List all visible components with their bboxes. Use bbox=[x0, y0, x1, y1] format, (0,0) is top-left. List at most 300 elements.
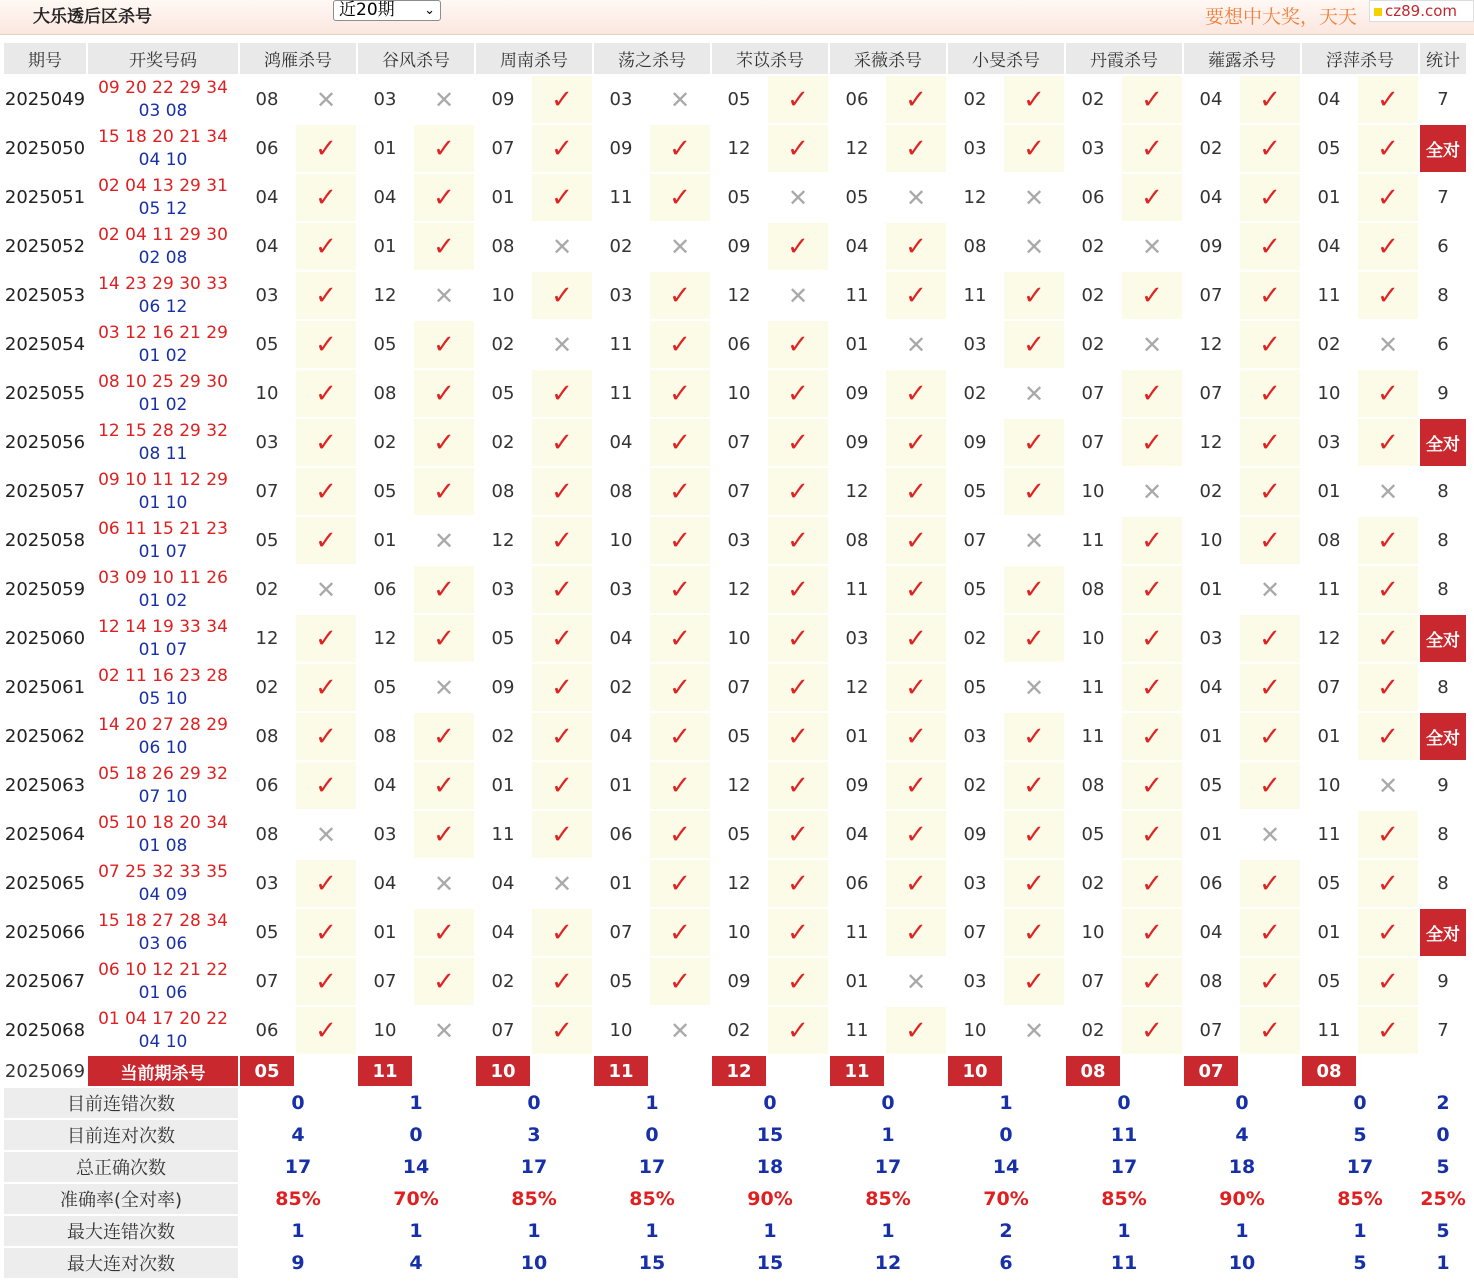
kill-number: 01 bbox=[358, 125, 412, 172]
hit-cell bbox=[1122, 713, 1182, 760]
kill-number: 08 bbox=[476, 468, 530, 515]
check-icon: ✓ bbox=[1259, 721, 1281, 752]
check-icon: ✓ bbox=[1023, 329, 1045, 360]
draw-numbers bbox=[88, 615, 238, 662]
hit-cell bbox=[768, 76, 828, 123]
check-icon: ✓ bbox=[1377, 231, 1399, 262]
check-icon: ✓ bbox=[433, 427, 455, 458]
kill-number: 05 bbox=[240, 517, 294, 564]
hit-cell bbox=[532, 517, 592, 564]
check-icon: ✓ bbox=[1377, 623, 1399, 654]
kill-number: 01 bbox=[358, 223, 412, 270]
kill-number: 03 bbox=[358, 76, 412, 123]
miss-cell bbox=[886, 174, 946, 221]
cross-icon: ✕ bbox=[905, 183, 927, 212]
hit-cell bbox=[1122, 566, 1182, 613]
summary-value: 1 bbox=[1302, 1216, 1418, 1246]
summary-value: 11 bbox=[1066, 1248, 1182, 1278]
summary-stat: 0 bbox=[1420, 1120, 1466, 1150]
summary-value: 17 bbox=[1066, 1152, 1182, 1182]
summary-label: 最大连对次数 bbox=[4, 1248, 238, 1278]
check-icon: ✓ bbox=[1141, 182, 1163, 213]
kill-number: 10 bbox=[594, 1007, 648, 1054]
table-row bbox=[4, 713, 1466, 760]
hit-cell bbox=[650, 419, 710, 466]
kill-number: 08 bbox=[1184, 958, 1238, 1005]
hit-cell bbox=[1240, 223, 1300, 270]
check-icon: ✓ bbox=[905, 819, 927, 850]
kill-number: 12 bbox=[240, 615, 294, 662]
kill-number: 03 bbox=[476, 566, 530, 613]
check-icon: ✓ bbox=[1141, 623, 1163, 654]
table-row bbox=[4, 517, 1466, 564]
back-numbers: 01 08 bbox=[138, 835, 188, 856]
hit-cell bbox=[768, 713, 828, 760]
kill-number: 11 bbox=[1302, 1007, 1356, 1054]
check-icon: ✓ bbox=[433, 574, 455, 605]
check-icon: ✓ bbox=[905, 378, 927, 409]
kill-number: 04 bbox=[1184, 664, 1238, 711]
hit-cell bbox=[1122, 909, 1182, 956]
kill-number: 05 bbox=[240, 321, 294, 368]
kill-number: 06 bbox=[240, 1007, 294, 1054]
hit-cell bbox=[532, 76, 592, 123]
check-icon: ✓ bbox=[1023, 280, 1045, 311]
row-stat: 8 bbox=[1420, 860, 1466, 907]
hit-cell bbox=[650, 468, 710, 515]
check-icon: ✓ bbox=[1023, 133, 1045, 164]
miss-cell bbox=[532, 860, 592, 907]
cross-icon: ✕ bbox=[433, 281, 455, 310]
check-icon: ✓ bbox=[787, 966, 809, 997]
hit-cell bbox=[1122, 664, 1182, 711]
current-blank bbox=[886, 1056, 946, 1086]
period-select[interactable] bbox=[333, 0, 441, 21]
hit-cell bbox=[1122, 762, 1182, 809]
column-header-expert: 采薇杀号 bbox=[830, 43, 946, 74]
hit-cell bbox=[296, 419, 356, 466]
hit-cell bbox=[1122, 1007, 1182, 1054]
current-kill-number: 10 bbox=[948, 1056, 1002, 1086]
check-icon: ✓ bbox=[1141, 868, 1163, 899]
cross-icon: ✕ bbox=[1259, 820, 1281, 849]
kill-number: 05 bbox=[948, 664, 1002, 711]
summary-value: 1 bbox=[1066, 1216, 1182, 1246]
miss-cell bbox=[1122, 223, 1182, 270]
draw-numbers bbox=[88, 76, 238, 123]
summary-row bbox=[4, 1216, 1466, 1246]
hit-cell bbox=[1240, 272, 1300, 319]
kill-number: 01 bbox=[1184, 811, 1238, 858]
check-icon: ✓ bbox=[1377, 672, 1399, 703]
kill-number: 02 bbox=[1066, 1007, 1120, 1054]
check-icon: ✓ bbox=[1023, 574, 1045, 605]
check-icon: ✓ bbox=[669, 525, 691, 556]
hit-cell bbox=[414, 566, 474, 613]
kill-number: 03 bbox=[948, 321, 1002, 368]
hit-cell bbox=[1240, 958, 1300, 1005]
hit-cell bbox=[296, 615, 356, 662]
kill-number: 06 bbox=[830, 860, 884, 907]
kill-number: 01 bbox=[830, 958, 884, 1005]
check-icon: ✓ bbox=[669, 133, 691, 164]
kill-number: 11 bbox=[594, 174, 648, 221]
draw-numbers bbox=[88, 419, 238, 466]
kill-number: 07 bbox=[948, 909, 1002, 956]
kill-number: 11 bbox=[830, 272, 884, 319]
issue-number: 2025053 bbox=[4, 272, 86, 319]
table-row bbox=[4, 76, 1466, 123]
row-stat: 6 bbox=[1420, 223, 1466, 270]
kill-number: 02 bbox=[948, 615, 1002, 662]
check-icon: ✓ bbox=[1377, 378, 1399, 409]
kill-number: 01 bbox=[830, 321, 884, 368]
miss-cell bbox=[1004, 517, 1064, 564]
table-row bbox=[4, 664, 1466, 711]
check-icon: ✓ bbox=[1023, 476, 1045, 507]
kill-number: 10 bbox=[476, 272, 530, 319]
draw-numbers bbox=[88, 762, 238, 809]
check-icon: ✓ bbox=[551, 427, 573, 458]
current-blank bbox=[768, 1056, 828, 1086]
hit-cell bbox=[886, 811, 946, 858]
cross-icon: ✕ bbox=[1377, 477, 1399, 506]
kill-number: 07 bbox=[240, 958, 294, 1005]
kill-number: 09 bbox=[476, 76, 530, 123]
kill-number: 11 bbox=[1066, 664, 1120, 711]
check-icon: ✓ bbox=[905, 770, 927, 801]
summary-value: 12 bbox=[830, 1248, 946, 1278]
summary-value: 1 bbox=[1184, 1216, 1300, 1246]
summary-stat: 1 bbox=[1420, 1248, 1466, 1278]
column-header-expert: 丹霞杀号 bbox=[1066, 43, 1182, 74]
cross-icon: ✕ bbox=[315, 820, 337, 849]
issue-number: 2025058 bbox=[4, 517, 86, 564]
check-icon: ✓ bbox=[787, 427, 809, 458]
kill-number: 10 bbox=[1302, 762, 1356, 809]
hit-cell bbox=[650, 811, 710, 858]
hit-cell bbox=[1358, 1007, 1418, 1054]
back-numbers: 03 08 bbox=[138, 100, 188, 121]
check-icon: ✓ bbox=[1141, 917, 1163, 948]
hit-cell bbox=[1240, 370, 1300, 417]
miss-cell bbox=[1004, 370, 1064, 417]
hit-cell bbox=[768, 811, 828, 858]
draw-numbers bbox=[88, 174, 238, 221]
column-header-draw: 开奖号码 bbox=[88, 43, 238, 74]
miss-cell bbox=[414, 76, 474, 123]
summary-value: 1 bbox=[712, 1216, 828, 1246]
kill-number: 10 bbox=[712, 370, 766, 417]
issue-number: 2025069 bbox=[4, 1060, 86, 1082]
draw-numbers bbox=[88, 909, 238, 956]
summary-value: 3 bbox=[476, 1120, 592, 1150]
hit-cell bbox=[296, 762, 356, 809]
hit-cell bbox=[886, 125, 946, 172]
kill-number: 12 bbox=[712, 860, 766, 907]
kill-number: 10 bbox=[1066, 615, 1120, 662]
kill-number: 04 bbox=[358, 174, 412, 221]
hit-cell bbox=[1004, 468, 1064, 515]
summary-value: 17 bbox=[830, 1152, 946, 1182]
column-header-expert: 蕹露杀号 bbox=[1184, 43, 1300, 74]
kill-number: 08 bbox=[594, 468, 648, 515]
table-row bbox=[4, 762, 1466, 809]
draw-numbers bbox=[88, 321, 238, 368]
hit-cell bbox=[414, 321, 474, 368]
summary-value: 90% bbox=[1184, 1184, 1300, 1214]
kill-number: 02 bbox=[476, 321, 530, 368]
front-numbers: 06 11 15 21 23 bbox=[98, 518, 228, 539]
check-icon: ✓ bbox=[905, 721, 927, 752]
miss-cell bbox=[1122, 321, 1182, 368]
hit-cell bbox=[414, 762, 474, 809]
hit-cell bbox=[1122, 958, 1182, 1005]
cross-icon: ✕ bbox=[1023, 1016, 1045, 1045]
summary-stat: 2 bbox=[1420, 1088, 1466, 1118]
kill-number: 04 bbox=[830, 223, 884, 270]
issue-number: 2025067 bbox=[4, 958, 86, 1005]
kill-number: 06 bbox=[712, 321, 766, 368]
miss-cell bbox=[1004, 1007, 1064, 1054]
check-icon: ✓ bbox=[1141, 133, 1163, 164]
summary-value: 10 bbox=[476, 1248, 592, 1278]
summary-value: 6 bbox=[948, 1248, 1064, 1278]
back-numbers: 05 10 bbox=[138, 688, 188, 709]
hit-cell bbox=[768, 468, 828, 515]
draw-numbers bbox=[88, 664, 238, 711]
check-icon: ✓ bbox=[1141, 378, 1163, 409]
kill-number: 03 bbox=[1066, 125, 1120, 172]
check-icon: ✓ bbox=[787, 1015, 809, 1046]
current-blank bbox=[414, 1056, 474, 1086]
front-numbers: 07 25 32 33 35 bbox=[98, 861, 228, 882]
column-header-expert: 小旻杀号 bbox=[948, 43, 1064, 74]
kill-number: 02 bbox=[358, 419, 412, 466]
kill-number: 12 bbox=[830, 125, 884, 172]
hit-cell bbox=[1240, 125, 1300, 172]
miss-cell bbox=[414, 664, 474, 711]
table-row bbox=[4, 125, 1466, 172]
kill-number: 04 bbox=[240, 174, 294, 221]
summary-value: 15 bbox=[712, 1248, 828, 1278]
back-numbers: 01 02 bbox=[138, 345, 188, 366]
hit-cell bbox=[1358, 517, 1418, 564]
kill-number: 10 bbox=[1066, 468, 1120, 515]
hit-cell bbox=[1122, 615, 1182, 662]
kill-number: 07 bbox=[1184, 272, 1238, 319]
cross-icon: ✕ bbox=[551, 330, 573, 359]
kill-number: 08 bbox=[476, 223, 530, 270]
kill-number: 02 bbox=[1184, 468, 1238, 515]
kill-number: 07 bbox=[358, 958, 412, 1005]
front-numbers: 14 23 29 30 33 bbox=[98, 273, 228, 294]
column-header-issue: 期号 bbox=[4, 43, 86, 74]
hit-cell bbox=[886, 1007, 946, 1054]
draw-numbers bbox=[88, 860, 238, 907]
column-header-expert: 谷风杀号 bbox=[358, 43, 474, 74]
check-icon: ✓ bbox=[1141, 84, 1163, 115]
kill-number: 10 bbox=[240, 370, 294, 417]
draw-numbers bbox=[88, 958, 238, 1005]
summary-value: 5 bbox=[1302, 1120, 1418, 1150]
hit-cell bbox=[1004, 615, 1064, 662]
cross-icon: ✕ bbox=[433, 1016, 455, 1045]
check-icon: ✓ bbox=[1259, 672, 1281, 703]
hit-cell bbox=[532, 272, 592, 319]
kill-number: 12 bbox=[1302, 615, 1356, 662]
kill-number: 11 bbox=[830, 566, 884, 613]
check-icon: ✓ bbox=[315, 721, 337, 752]
kill-number: 01 bbox=[594, 860, 648, 907]
kill-number: 09 bbox=[948, 419, 1002, 466]
back-numbers: 01 02 bbox=[138, 394, 188, 415]
summary-value: 0 bbox=[1302, 1088, 1418, 1118]
kill-number: 09 bbox=[712, 958, 766, 1005]
miss-cell bbox=[1240, 566, 1300, 613]
check-icon: ✓ bbox=[669, 280, 691, 311]
hit-cell bbox=[768, 321, 828, 368]
kill-number: 10 bbox=[1066, 909, 1120, 956]
hit-cell bbox=[1122, 419, 1182, 466]
hit-cell bbox=[650, 860, 710, 907]
hit-cell bbox=[1122, 860, 1182, 907]
summary-value: 85% bbox=[594, 1184, 710, 1214]
issue-number: 2025049 bbox=[4, 76, 86, 123]
kill-number: 12 bbox=[358, 615, 412, 662]
check-icon: ✓ bbox=[551, 623, 573, 654]
summary-value: 1 bbox=[476, 1216, 592, 1246]
check-icon: ✓ bbox=[905, 133, 927, 164]
kill-number: 10 bbox=[1302, 370, 1356, 417]
check-icon: ✓ bbox=[551, 770, 573, 801]
front-numbers: 08 10 25 29 30 bbox=[98, 371, 228, 392]
summary-value: 1 bbox=[358, 1088, 474, 1118]
kill-number: 07 bbox=[476, 125, 530, 172]
issue-number: 2025065 bbox=[4, 860, 86, 907]
miss-cell bbox=[1004, 664, 1064, 711]
check-icon: ✓ bbox=[1259, 1015, 1281, 1046]
check-icon: ✓ bbox=[1377, 133, 1399, 164]
hit-cell bbox=[1358, 419, 1418, 466]
miss-cell bbox=[414, 860, 474, 907]
cross-icon: ✕ bbox=[1377, 771, 1399, 800]
kill-number: 02 bbox=[1066, 272, 1120, 319]
kill-number-table bbox=[2, 41, 1468, 1280]
kill-number: 12 bbox=[712, 125, 766, 172]
check-icon: ✓ bbox=[787, 476, 809, 507]
kill-number: 08 bbox=[1066, 762, 1120, 809]
back-numbers: 08 11 bbox=[138, 443, 188, 464]
check-icon: ✓ bbox=[905, 868, 927, 899]
summary-value: 17 bbox=[476, 1152, 592, 1182]
kill-number: 05 bbox=[594, 958, 648, 1005]
table-row bbox=[4, 174, 1466, 221]
miss-cell bbox=[1358, 321, 1418, 368]
check-icon: ✓ bbox=[1141, 525, 1163, 556]
hit-cell bbox=[1240, 713, 1300, 760]
miss-cell bbox=[650, 223, 710, 270]
table-row bbox=[4, 909, 1466, 956]
hit-cell bbox=[1240, 1007, 1300, 1054]
check-icon: ✓ bbox=[669, 721, 691, 752]
kill-number: 12 bbox=[948, 174, 1002, 221]
hit-cell bbox=[1358, 615, 1418, 662]
kill-number: 05 bbox=[1302, 860, 1356, 907]
summary-value: 18 bbox=[1184, 1152, 1300, 1182]
kill-number: 02 bbox=[476, 713, 530, 760]
hit-cell bbox=[768, 762, 828, 809]
check-icon: ✓ bbox=[433, 770, 455, 801]
kill-number: 06 bbox=[594, 811, 648, 858]
check-icon: ✓ bbox=[433, 623, 455, 654]
hit-cell bbox=[532, 419, 592, 466]
kill-number: 08 bbox=[948, 223, 1002, 270]
front-numbers: 12 15 28 29 32 bbox=[98, 420, 228, 441]
cross-icon: ✕ bbox=[1377, 330, 1399, 359]
summary-value: 11 bbox=[1066, 1120, 1182, 1150]
hit-cell bbox=[886, 370, 946, 417]
kill-number: 01 bbox=[1302, 468, 1356, 515]
hit-cell bbox=[1240, 664, 1300, 711]
check-icon: ✓ bbox=[669, 427, 691, 458]
site-logo[interactable] bbox=[1369, 0, 1474, 22]
check-icon: ✓ bbox=[905, 280, 927, 311]
hit-cell bbox=[886, 860, 946, 907]
hit-cell bbox=[886, 566, 946, 613]
row-stat: 8 bbox=[1420, 468, 1466, 515]
hit-cell bbox=[532, 468, 592, 515]
page-title: 大乐透后区杀号 bbox=[33, 7, 152, 27]
summary-value: 0 bbox=[1184, 1088, 1300, 1118]
hit-cell bbox=[1240, 174, 1300, 221]
summary-value: 2 bbox=[948, 1216, 1064, 1246]
current-kill-number: 11 bbox=[594, 1056, 648, 1086]
hit-cell bbox=[768, 125, 828, 172]
kill-number: 11 bbox=[594, 370, 648, 417]
check-icon: ✓ bbox=[1259, 378, 1281, 409]
summary-value: 85% bbox=[1066, 1184, 1182, 1214]
check-icon: ✓ bbox=[1259, 525, 1281, 556]
row-stat: 7 bbox=[1420, 1007, 1466, 1054]
hit-cell bbox=[768, 517, 828, 564]
kill-number: 03 bbox=[594, 272, 648, 319]
check-icon: ✓ bbox=[1259, 917, 1281, 948]
front-numbers: 06 10 12 21 22 bbox=[98, 959, 228, 980]
check-icon: ✓ bbox=[787, 819, 809, 850]
kill-number: 01 bbox=[1184, 566, 1238, 613]
hit-cell bbox=[650, 615, 710, 662]
cross-icon: ✕ bbox=[315, 575, 337, 604]
check-icon: ✓ bbox=[1259, 966, 1281, 997]
kill-number: 11 bbox=[1302, 272, 1356, 319]
kill-number: 11 bbox=[1066, 517, 1120, 564]
kill-number: 05 bbox=[948, 566, 1002, 613]
back-numbers: 04 10 bbox=[138, 149, 188, 170]
check-icon: ✓ bbox=[1023, 819, 1045, 850]
hit-cell bbox=[296, 1007, 356, 1054]
check-icon: ✓ bbox=[315, 231, 337, 262]
check-icon: ✓ bbox=[315, 917, 337, 948]
kill-number: 11 bbox=[830, 1007, 884, 1054]
hit-cell bbox=[886, 713, 946, 760]
kill-number: 06 bbox=[240, 125, 294, 172]
cross-icon: ✕ bbox=[905, 330, 927, 359]
hit-cell bbox=[414, 811, 474, 858]
summary-value: 1 bbox=[358, 1216, 474, 1246]
hit-cell bbox=[1122, 811, 1182, 858]
summary-value: 0 bbox=[948, 1120, 1064, 1150]
